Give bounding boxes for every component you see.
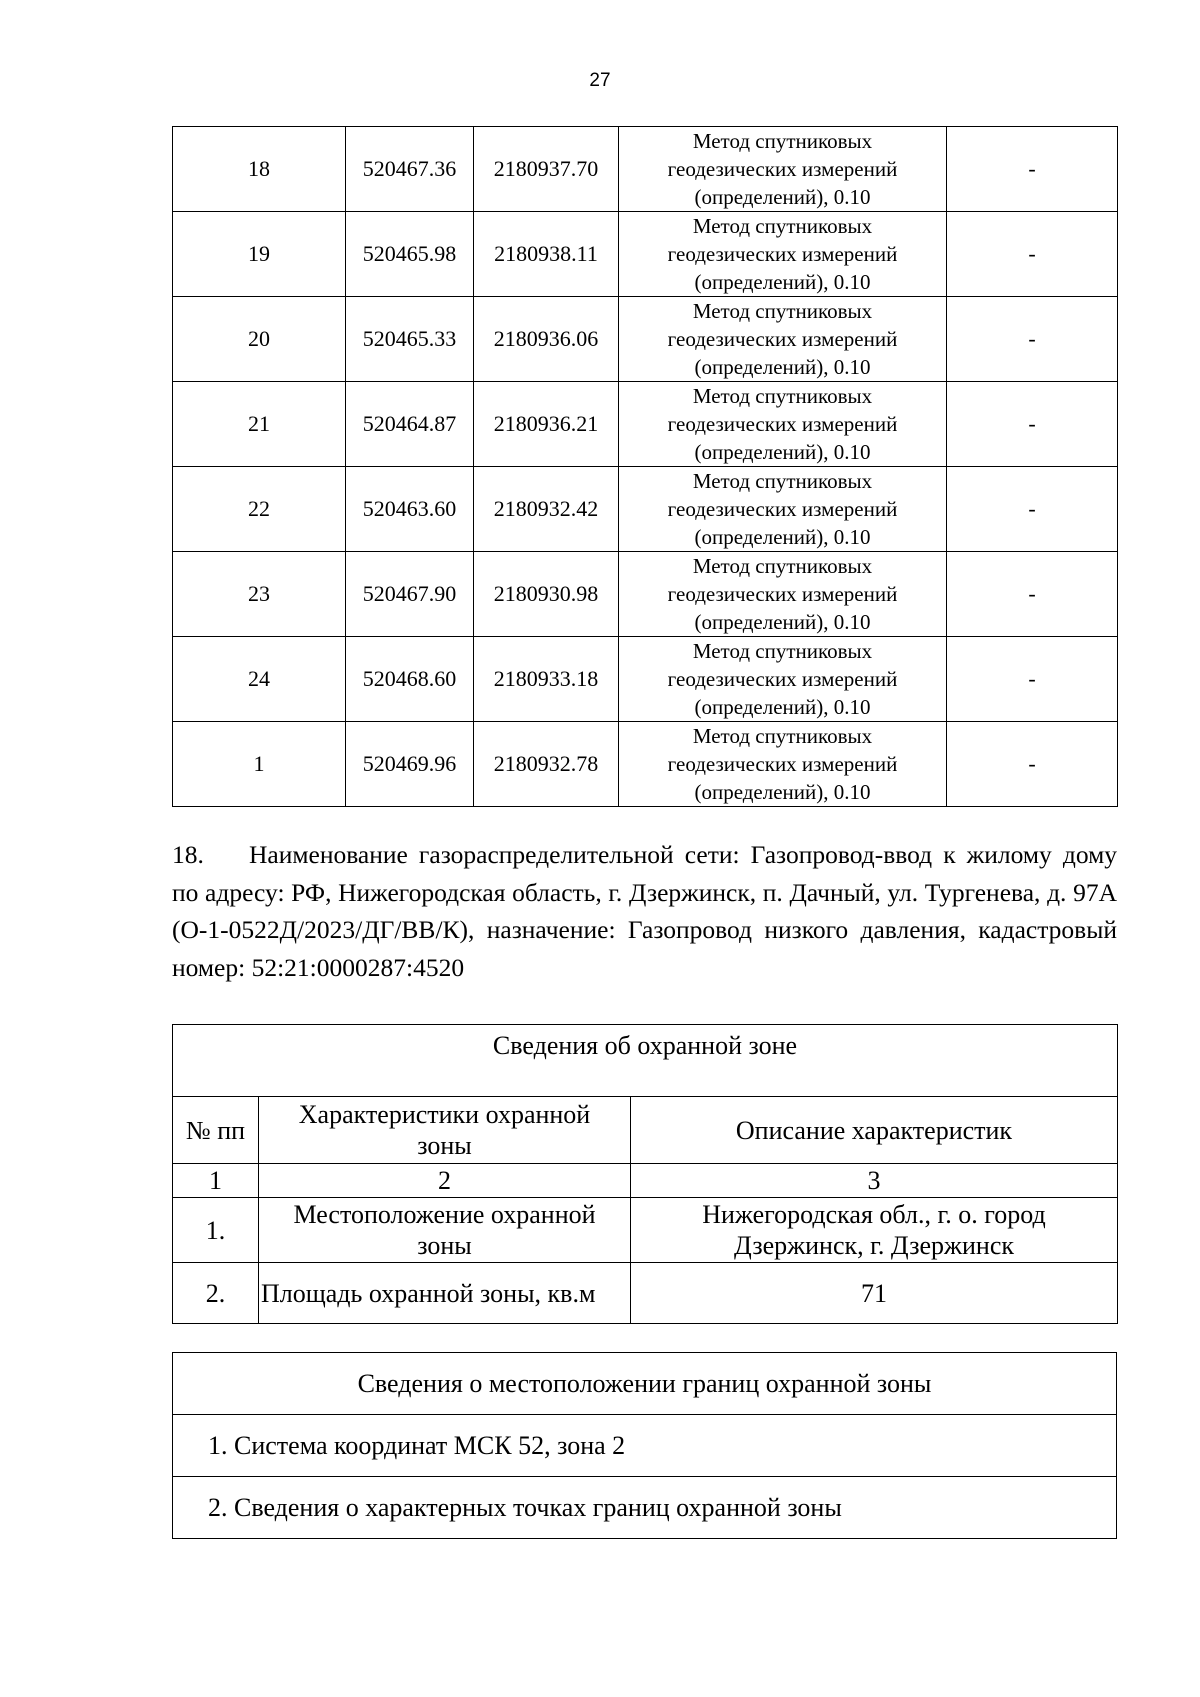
description-cell: -: [947, 467, 1118, 552]
point-number: 19: [173, 212, 346, 297]
boundary-info-table: [172, 1352, 1117, 1539]
description-cell: -: [947, 212, 1118, 297]
table-row: [173, 212, 1118, 297]
coord-x: 520465.98: [346, 212, 474, 297]
description-cell: -: [947, 297, 1118, 382]
coordinate-system-item: 1. Система координат МСК 52, зона 2: [173, 1415, 1117, 1477]
row-number: 1.: [173, 1198, 259, 1263]
point-number: 22: [173, 467, 346, 552]
table-row: [173, 637, 1118, 722]
coord-x: 520469.96: [346, 722, 474, 807]
coord-x: 520465.33: [346, 297, 474, 382]
zone-area-label: Площадь охранной зоны, кв.м: [259, 1263, 631, 1324]
characteristic-points-item: 2. Сведения о характерных точках границ охранной зоны: [173, 1477, 1117, 1539]
method-cell: Метод спутниковых геодезических измерений (определений), 0.10: [619, 382, 947, 467]
coord-y: 2180933.18: [474, 637, 619, 722]
header-characteristics: Характеристики охранной зоны: [259, 1097, 631, 1164]
coord-x: 520463.60: [346, 467, 474, 552]
point-number: 21: [173, 382, 346, 467]
protection-zone-table: [172, 1024, 1118, 1324]
page-number: 27: [589, 70, 611, 91]
header-description: Описание характеристик: [631, 1097, 1118, 1164]
index-cell: 2: [259, 1164, 631, 1198]
coord-x: 520468.60: [346, 637, 474, 722]
method-cell: Метод спутниковых геодезических измерений (определений), 0.10: [619, 212, 947, 297]
index-cell: 1: [173, 1164, 259, 1198]
section-text: Наименование газораспределительной сети: Газопровод-ввод к жилому дому по адресу: РФ, Нижегородская область, г. Дзержинск, п. Дачный, ул. Тургенева, д. 97А (О-1-0522Д/2023/ДГ/ВВ/К), назначение: Газопровод низкого давления, кадастровый номер: 52:21:0000287:4520: [172, 840, 1117, 982]
coord-x: 520464.87: [346, 382, 474, 467]
coord-y: 2180932.78: [474, 722, 619, 807]
network-description: [172, 836, 1117, 986]
method-cell: Метод спутниковых геодезических измерений (определений), 0.10: [619, 722, 947, 807]
coord-y: 2180936.06: [474, 297, 619, 382]
table-row: [173, 1198, 1118, 1263]
zone-location-label: Местоположение охранной зоны: [259, 1198, 631, 1263]
header-num: № пп: [173, 1097, 259, 1164]
description-cell: -: [947, 127, 1118, 212]
point-number: 1: [173, 722, 346, 807]
coord-y: 2180938.11: [474, 212, 619, 297]
table-row: [173, 1263, 1118, 1324]
coord-x: 520467.36: [346, 127, 474, 212]
method-cell: Метод спутниковых геодезических измерений (определений), 0.10: [619, 127, 947, 212]
index-cell: 3: [631, 1164, 1118, 1198]
point-number: 20: [173, 297, 346, 382]
zone-table-title: Сведения об охранной зоне: [173, 1025, 1118, 1097]
coord-y: 2180932.42: [474, 467, 619, 552]
table-row: [173, 127, 1118, 212]
coord-y: 2180936.21: [474, 382, 619, 467]
table-row: [173, 297, 1118, 382]
boundary-table-title: Сведения о местоположении границ охранной зоны: [173, 1353, 1117, 1415]
description-cell: -: [947, 552, 1118, 637]
zone-location-value: Нижегородская обл., г. о. город Дзержинск, г. Дзержинск: [631, 1198, 1118, 1263]
coord-y: 2180937.70: [474, 127, 619, 212]
coordinates-table: [172, 126, 1118, 807]
section-number: 18.: [172, 840, 204, 869]
point-number: 24: [173, 637, 346, 722]
point-number: 18: [173, 127, 346, 212]
description-cell: -: [947, 382, 1118, 467]
point-number: 23: [173, 552, 346, 637]
table-row: [173, 467, 1118, 552]
description-cell: -: [947, 637, 1118, 722]
method-cell: Метод спутниковых геодезических измерений (определений), 0.10: [619, 637, 947, 722]
method-cell: Метод спутниковых геодезических измерений (определений), 0.10: [619, 552, 947, 637]
description-cell: -: [947, 722, 1118, 807]
table-row: [173, 722, 1118, 807]
coord-y: 2180930.98: [474, 552, 619, 637]
method-cell: Метод спутниковых геодезических измерений (определений), 0.10: [619, 297, 947, 382]
table-row: [173, 382, 1118, 467]
table-row: [173, 552, 1118, 637]
coord-x: 520467.90: [346, 552, 474, 637]
row-number: 2.: [173, 1263, 259, 1324]
zone-area-value: 71: [631, 1263, 1118, 1324]
method-cell: Метод спутниковых геодезических измерений (определений), 0.10: [619, 467, 947, 552]
